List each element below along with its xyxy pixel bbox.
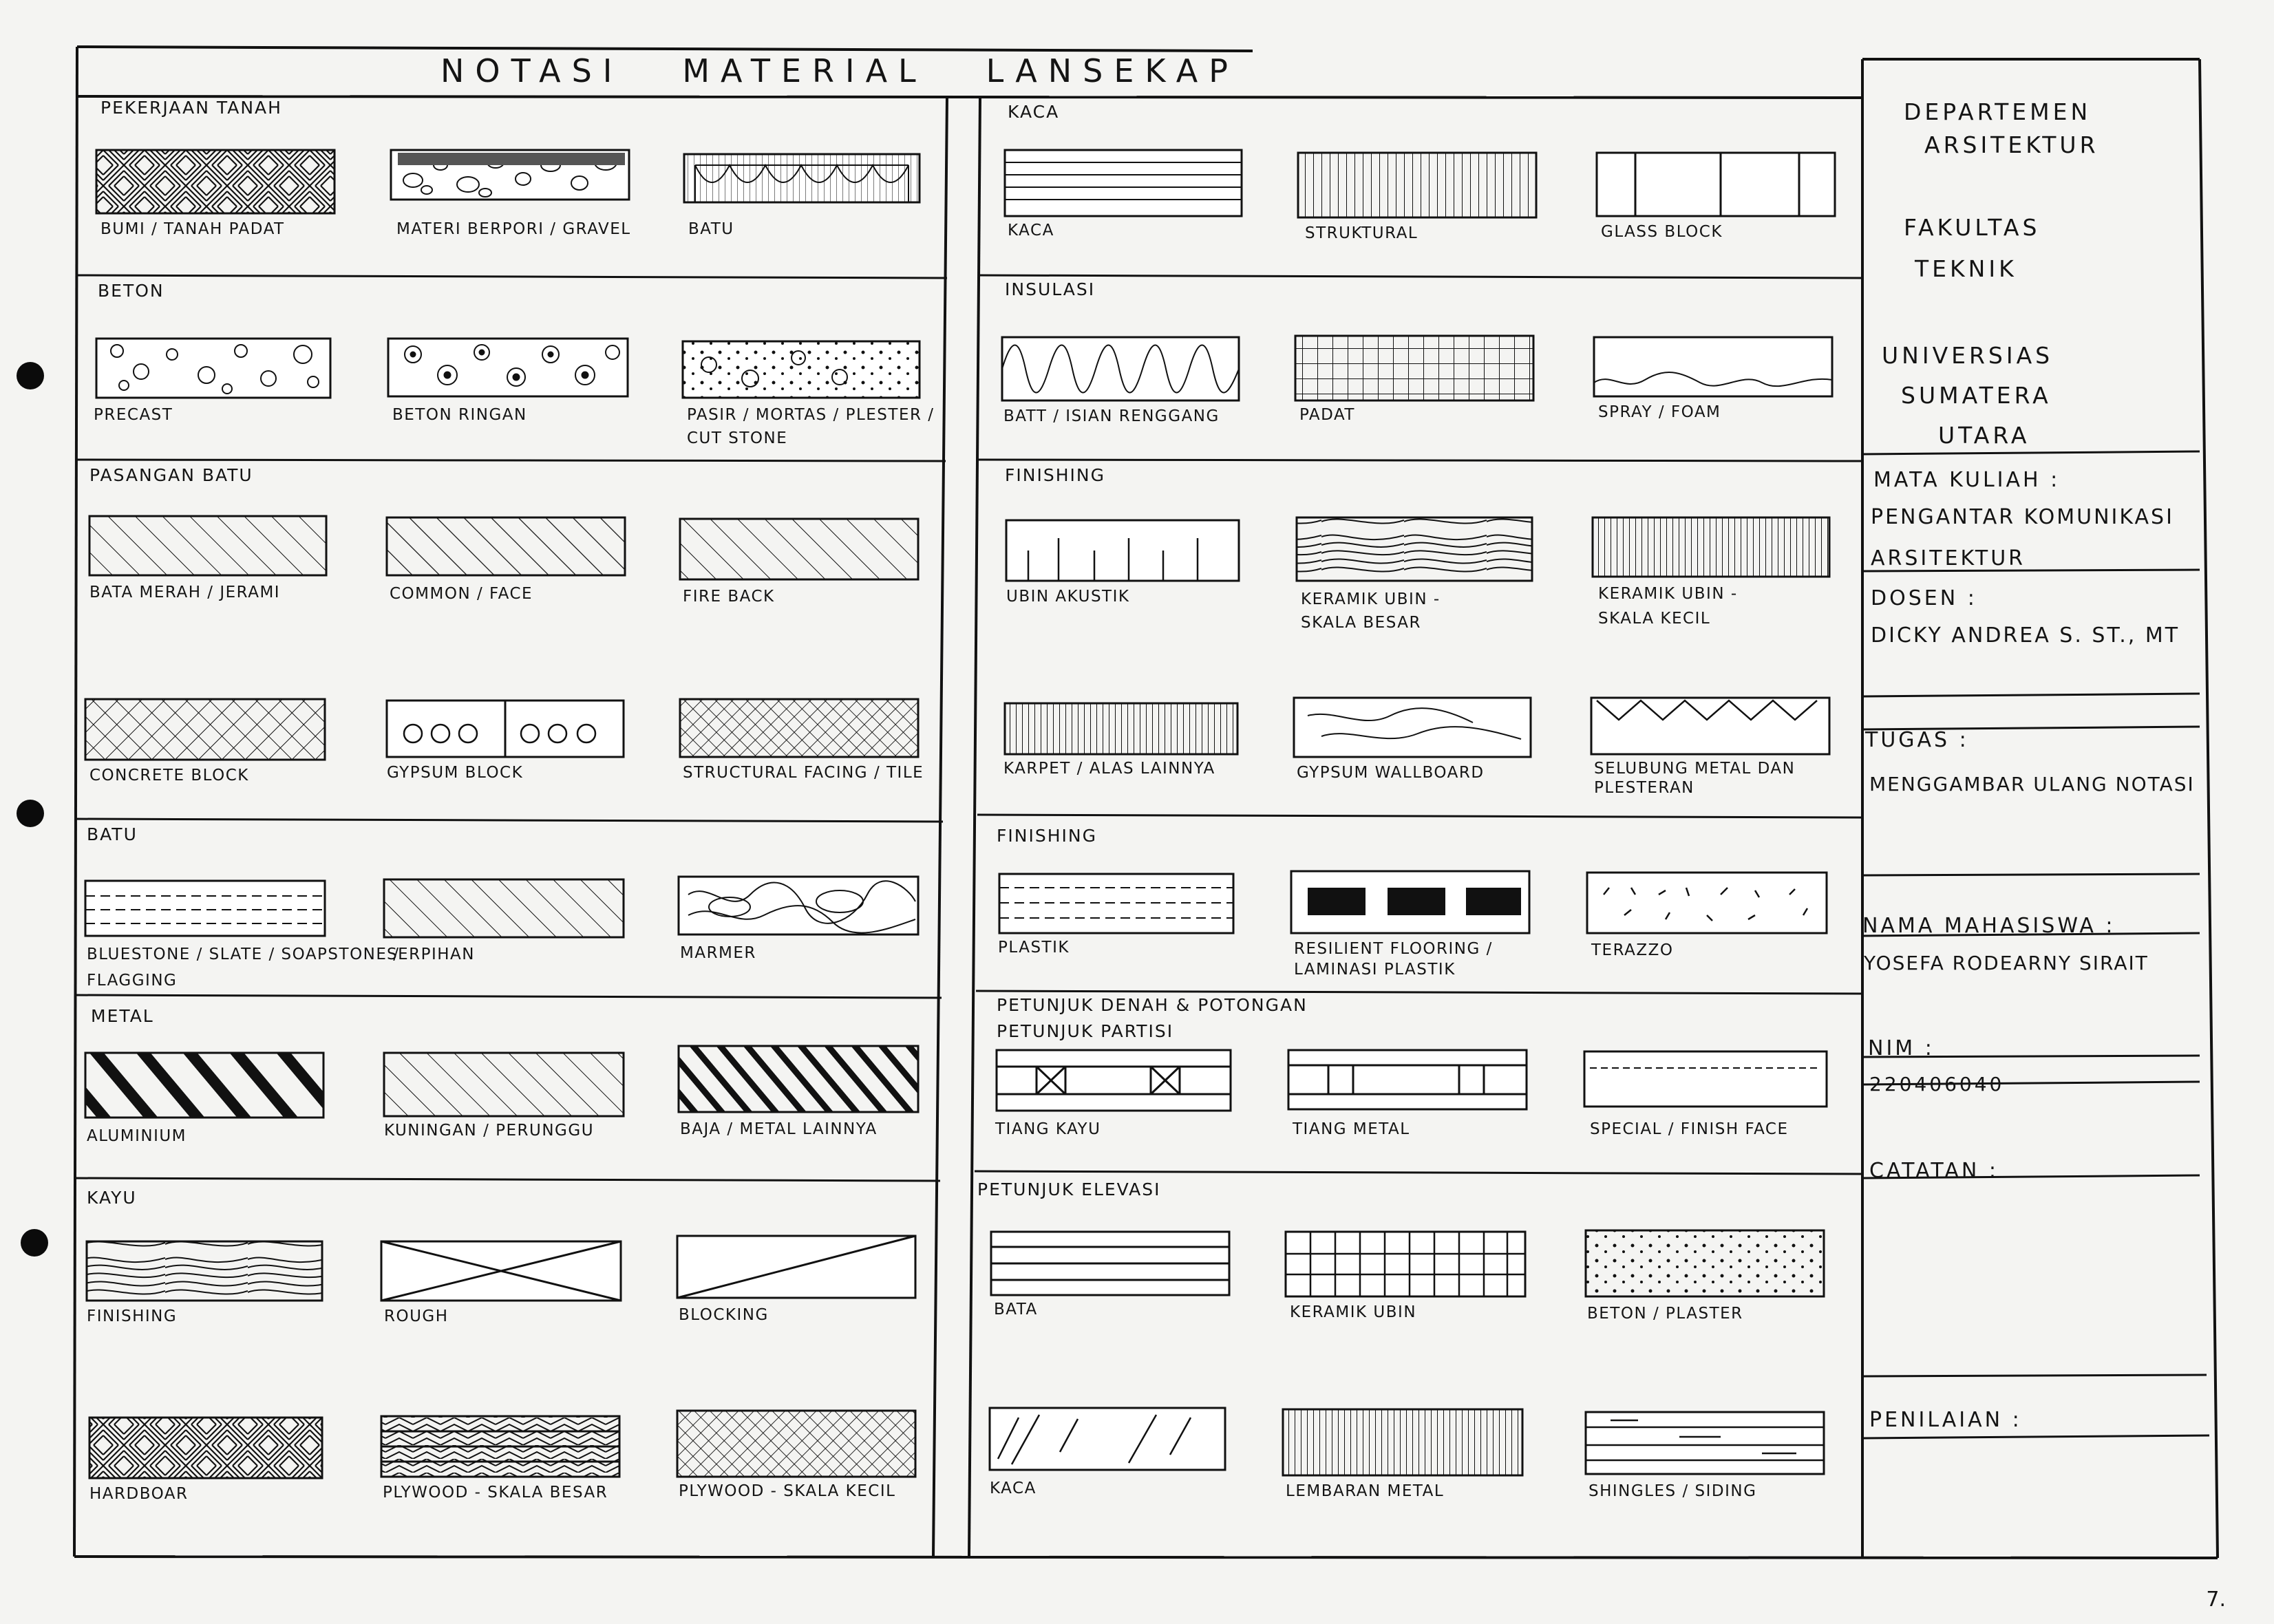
label-kaca: KACA xyxy=(1008,222,1054,239)
section-title-beton: BETON xyxy=(98,281,164,301)
label-elev-lembaran: LEMBARAN METAL xyxy=(1286,1482,1445,1500)
tb-catatan-label: CATATAN : xyxy=(1869,1159,1999,1183)
tb-mata-kuliah-1: PENGANTAR KOMUNIKASI xyxy=(1871,505,2174,529)
swatch-struktural xyxy=(1298,153,1536,217)
swatch-precast xyxy=(96,339,330,398)
tb-teknik: TEKNIK xyxy=(1915,255,2017,282)
label-keramik-besar-2: SKALA BESAR xyxy=(1301,614,1421,632)
tb-utara: UTARA xyxy=(1938,422,2030,449)
swatch-bata-merah xyxy=(89,516,326,575)
sheet-frame xyxy=(74,47,2218,1558)
label-structural-facing: STRUCTURAL FACING / TILE xyxy=(683,764,924,782)
label-selubung-1: SELUBUNG METAL DAN xyxy=(1594,760,1796,778)
tb-dosen-label: DOSEN : xyxy=(1871,586,1977,610)
swatch-hardboar xyxy=(89,1418,322,1478)
section-title-finishing-2: FINISHING xyxy=(997,826,1097,846)
label-spray-foam: SPRAY / FOAM xyxy=(1598,403,1721,421)
sheet-title xyxy=(440,52,1239,89)
swatch-padat xyxy=(1295,336,1533,400)
section-title-petunjuk-elevasi: PETUNJUK ELEVASI xyxy=(977,1179,1161,1199)
swatch-plywood-kecil xyxy=(677,1411,915,1477)
label-serpihan: SERPIHAN xyxy=(387,945,475,963)
tb-nim-label: NIM : xyxy=(1868,1036,1935,1060)
gravel-dark-band xyxy=(398,153,625,165)
label-padat: PADAT xyxy=(1299,406,1355,424)
label-rough: ROUGH xyxy=(384,1307,449,1325)
label-kuningan: KUNINGAN / PERUNGGU xyxy=(384,1122,595,1140)
swatch-bumi xyxy=(96,150,334,213)
label-cut-stone: CUT STONE xyxy=(687,429,788,447)
label-common-face: COMMON / FACE xyxy=(390,585,533,603)
page-number: 7. xyxy=(2206,1588,2226,1612)
label-selubung-2: PLESTERAN xyxy=(1594,779,1694,797)
swatch-concrete-block xyxy=(85,699,325,760)
label-special-finish: SPECIAL / FINISH FACE xyxy=(1590,1120,1789,1138)
label-plywood-besar: PLYWOOD - SKALA BESAR xyxy=(383,1484,608,1502)
sheet-title-word-1: NOTASI xyxy=(440,52,624,89)
swatch-karpet xyxy=(1005,703,1237,754)
label-batu-earth: BATU xyxy=(688,220,734,238)
swatch-batt xyxy=(1002,337,1239,400)
section-title-kaca: KACA xyxy=(1008,102,1060,122)
label-struktural: STRUKTURAL xyxy=(1305,224,1418,242)
label-glass-block: GLASS BLOCK xyxy=(1601,223,1723,241)
section-title-pekerjaan-tanah: PEKERJAAN TANAH xyxy=(100,98,282,118)
label-elev-kaca: KACA xyxy=(990,1479,1037,1497)
section-title-finishing-1: FINISHING xyxy=(1005,465,1105,485)
swatch-kaca xyxy=(1005,150,1242,216)
label-plywood-kecil: PLYWOOD - SKALA KECIL xyxy=(679,1482,896,1500)
label-tiang-metal: TIANG METAL xyxy=(1293,1120,1410,1138)
section-title-petunjuk-denah: PETUNJUK DENAH & POTONGAN xyxy=(997,995,1308,1015)
label-gypsum-block: GYPSUM BLOCK xyxy=(387,764,524,782)
swatch-special-finish xyxy=(1584,1051,1827,1107)
label-tiang-kayu: TIANG KAYU xyxy=(995,1120,1101,1138)
section-title-insulasi: INSULASI xyxy=(1005,279,1096,299)
label-pasir: PASIR / MORTAS / PLESTER / xyxy=(687,406,935,424)
label-karpet: KARPET / ALAS LAINNYA xyxy=(1003,760,1215,778)
label-terazzo: TERAZZO xyxy=(1591,941,1674,959)
label-flagging: FLAGGING xyxy=(87,972,178,990)
label-baja: BAJA / METAL LAINNYA xyxy=(680,1120,878,1138)
tb-nama: YOSEFA RODEARNY SIRAIT xyxy=(1864,952,2149,974)
swatch-bluestone xyxy=(85,881,325,936)
label-marmer: MARMER xyxy=(680,944,756,962)
label-bumi: BUMI / TANAH PADAT xyxy=(100,220,285,238)
label-plastik: PLASTIK xyxy=(998,939,1070,957)
swatch-keramik-kecil xyxy=(1593,517,1829,577)
tb-mata-kuliah-label: MATA KULIAH : xyxy=(1873,468,2061,492)
swatch-common-face xyxy=(387,517,625,575)
label-elev-beton: BETON / PLASTER xyxy=(1587,1305,1743,1323)
label-keramik-besar-1: KERAMIK UBIN - xyxy=(1301,590,1441,608)
label-beton-ringan: BETON RINGAN xyxy=(392,406,527,424)
label-resilient-2: LAMINASI PLASTIK xyxy=(1294,961,1456,979)
label-gypsum-wallboard: GYPSUM WALLBOARD xyxy=(1297,764,1485,782)
section-title-metal: METAL xyxy=(91,1006,154,1026)
swatch-keramik-besar xyxy=(1297,517,1532,581)
swatch-spray-foam xyxy=(1594,337,1832,396)
binder-hole xyxy=(17,362,44,389)
label-fire-back: FIRE BACK xyxy=(683,588,775,606)
swatch-kayu-finishing xyxy=(87,1241,322,1301)
tb-tugas-label: TUGAS : xyxy=(1865,728,1969,752)
swatch-gypsum-wallboard xyxy=(1294,698,1531,757)
label-batt: BATT / ISIAN RENGGANG xyxy=(1003,407,1220,425)
tb-fakultas: FAKULTAS xyxy=(1904,214,2041,241)
label-hardboar: HARDBOAR xyxy=(89,1485,189,1503)
label-elev-keramik: KERAMIK UBIN xyxy=(1290,1303,1417,1321)
tb-nim: 220406040 xyxy=(1869,1073,2005,1096)
swatch-elev-lembaran xyxy=(1283,1409,1522,1475)
swatch-terazzo xyxy=(1587,873,1827,933)
label-bata-merah: BATA MERAH / JERAMI xyxy=(89,584,281,601)
swatch-kuningan xyxy=(384,1053,624,1116)
sheet-title-word-2: MATERIAL xyxy=(682,52,927,89)
swatch-selubung-metal xyxy=(1591,698,1829,754)
tb-tugas: MENGGAMBAR ULANG NOTASI xyxy=(1869,773,2195,795)
section-title-kayu: KAYU xyxy=(87,1188,137,1208)
swatch-tiang-kayu xyxy=(997,1050,1231,1111)
label-blocking: BLOCKING xyxy=(679,1306,769,1324)
swatch-aluminium xyxy=(85,1053,323,1118)
swatch-elev-beton xyxy=(1586,1230,1824,1296)
tb-universitas: UNIVERSIAS xyxy=(1882,342,2054,369)
label-ubin-akustik: UBIN AKUSTIK xyxy=(1006,588,1130,606)
swatch-ubin-akustik xyxy=(1006,520,1239,581)
swatch-tiang-metal xyxy=(1288,1050,1527,1109)
binder-hole xyxy=(21,1229,48,1257)
tb-dosen: DICKY ANDREA S. ST., MT xyxy=(1871,623,2180,648)
section-title-pasangan-batu: PASANGAN BATU xyxy=(89,465,253,485)
label-keramik-kecil-1: KERAMIK UBIN - xyxy=(1598,585,1738,603)
label-aluminium: ALUMINIUM xyxy=(87,1127,187,1145)
tb-departemen: DEPARTEMEN xyxy=(1904,98,2092,125)
tb-mata-kuliah-2: ARSITEKTUR xyxy=(1871,546,2026,570)
label-kayu-finishing: FINISHING xyxy=(87,1307,178,1325)
section-title-batu: BATU xyxy=(87,824,138,844)
swatch-elev-shingles xyxy=(1586,1412,1824,1474)
tb-penilaian-label: PENILAIAN : xyxy=(1869,1408,2022,1432)
swatch-serpihan xyxy=(384,879,624,937)
label-precast: PRECAST xyxy=(94,406,173,424)
swatch-fire-back xyxy=(680,519,918,579)
binder-hole xyxy=(17,800,44,827)
label-gravel: MATERI BERPORI / GRAVEL xyxy=(396,220,631,238)
swatch-structural-facing xyxy=(680,699,918,757)
sheet-title-word-3: LANSEKAP xyxy=(986,52,1239,89)
label-elev-shingles: SHINGLES / SIDING xyxy=(1588,1482,1757,1500)
label-resilient-1: RESILIENT FLOORING / xyxy=(1294,940,1493,958)
tb-arsitektur: ARSITEKTUR xyxy=(1924,131,2099,158)
tb-sumatera: SUMATERA xyxy=(1901,382,2052,409)
swatch-elev-keramik xyxy=(1286,1232,1525,1296)
label-concrete-block: CONCRETE BLOCK xyxy=(89,767,249,784)
section-title-petunjuk-partisi: PETUNJUK PARTISI xyxy=(997,1021,1174,1041)
swatch-baja xyxy=(679,1046,918,1112)
label-bluestone: BLUESTONE / SLATE / SOAPSTONE / xyxy=(87,945,400,963)
label-keramik-kecil-2: SKALA KECIL xyxy=(1598,610,1711,628)
tb-nama-label: NAMA MAHASISWA : xyxy=(1862,914,2116,938)
label-elev-bata: BATA xyxy=(994,1301,1038,1318)
